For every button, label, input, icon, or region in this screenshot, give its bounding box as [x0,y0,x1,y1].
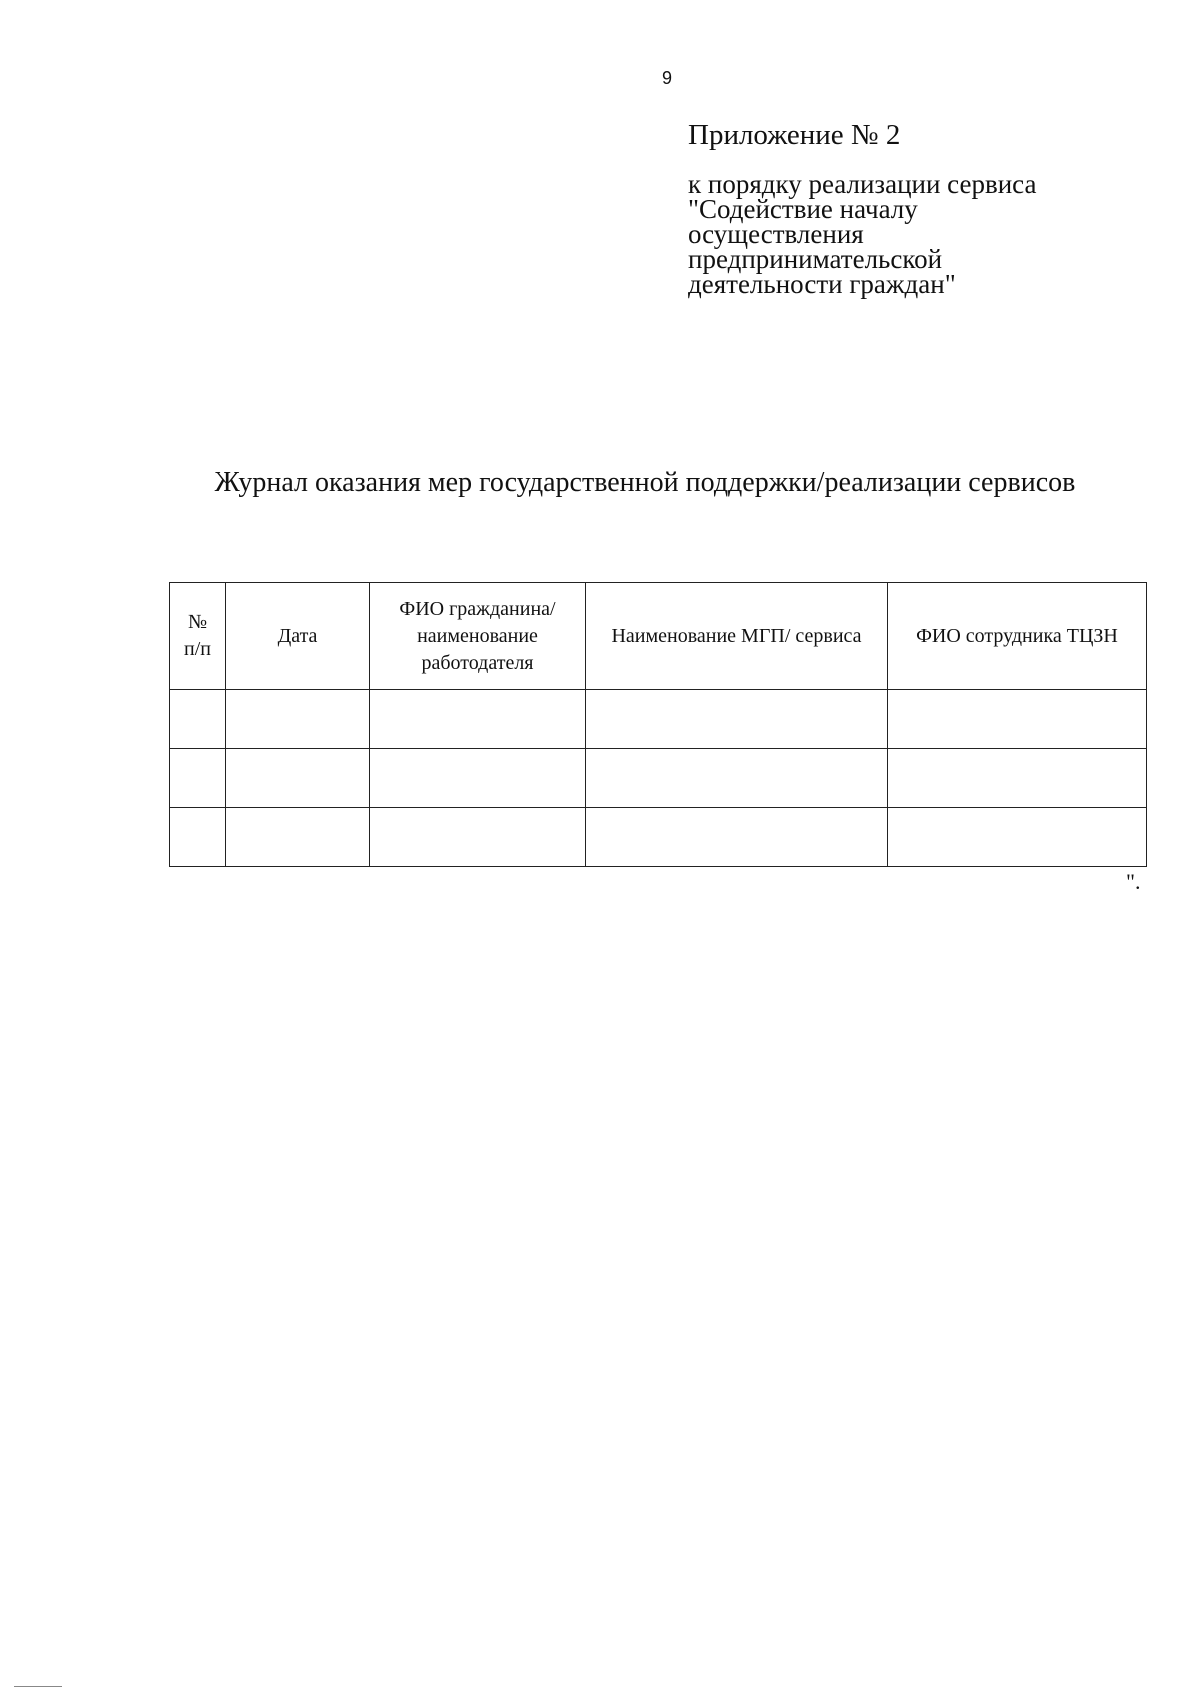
page-number: 9 [662,68,673,88]
column-header-service [586,583,888,690]
column-header-number [170,583,226,690]
column-header-line: ФИО сотрудника ТЦЗН [916,624,1118,647]
table-cell[interactable] [586,690,888,749]
appendix-reference [688,169,1108,299]
appendix-reference-line: деятельности граждан" [688,269,956,299]
table-cell[interactable] [170,749,226,808]
table-cell[interactable] [170,808,226,867]
journal-table [169,582,1147,867]
column-header-employee [888,583,1147,690]
appendix-reference-line: осуществления [688,219,864,249]
column-header-line: Дата [277,624,318,647]
appendix-title: Приложение № 2 [688,119,901,151]
table-cell[interactable] [226,690,370,749]
closing-quote-mark: ". [1126,869,1141,894]
table-cell[interactable] [586,808,888,867]
table-cell[interactable] [170,690,226,749]
table-row [170,690,1147,749]
appendix-reference-line: предпринимательской [688,244,943,274]
column-header-line: работодателя [421,651,534,674]
table-cell[interactable] [226,808,370,867]
scan-artifact-line [14,1686,62,1687]
column-header-line: ФИО гражданина/ [399,597,556,620]
column-header-date [226,583,370,690]
column-header-line: Наименование МГП/ сервиса [611,624,862,647]
table-cell[interactable] [370,749,586,808]
appendix-reference-line: "Содействие началу [688,194,918,224]
table-cell[interactable] [370,690,586,749]
column-header-line: № [187,611,208,633]
table-cell[interactable] [888,749,1147,808]
appendix-reference-line: к порядку реализации сервиса [688,169,1037,199]
table-cell[interactable] [586,749,888,808]
column-header-line: наименование [417,624,538,647]
table-row [170,808,1147,867]
column-header-line: п/п [184,638,211,660]
table-header-row [170,583,1147,690]
table-cell[interactable] [888,808,1147,867]
column-header-citizen [370,583,586,690]
journal-title: Журнал оказания мер государственной поддержки/реализации сервисов [214,467,1076,498]
table-cell[interactable] [370,808,586,867]
table-cell[interactable] [888,690,1147,749]
table-row [170,749,1147,808]
table-cell[interactable] [226,749,370,808]
